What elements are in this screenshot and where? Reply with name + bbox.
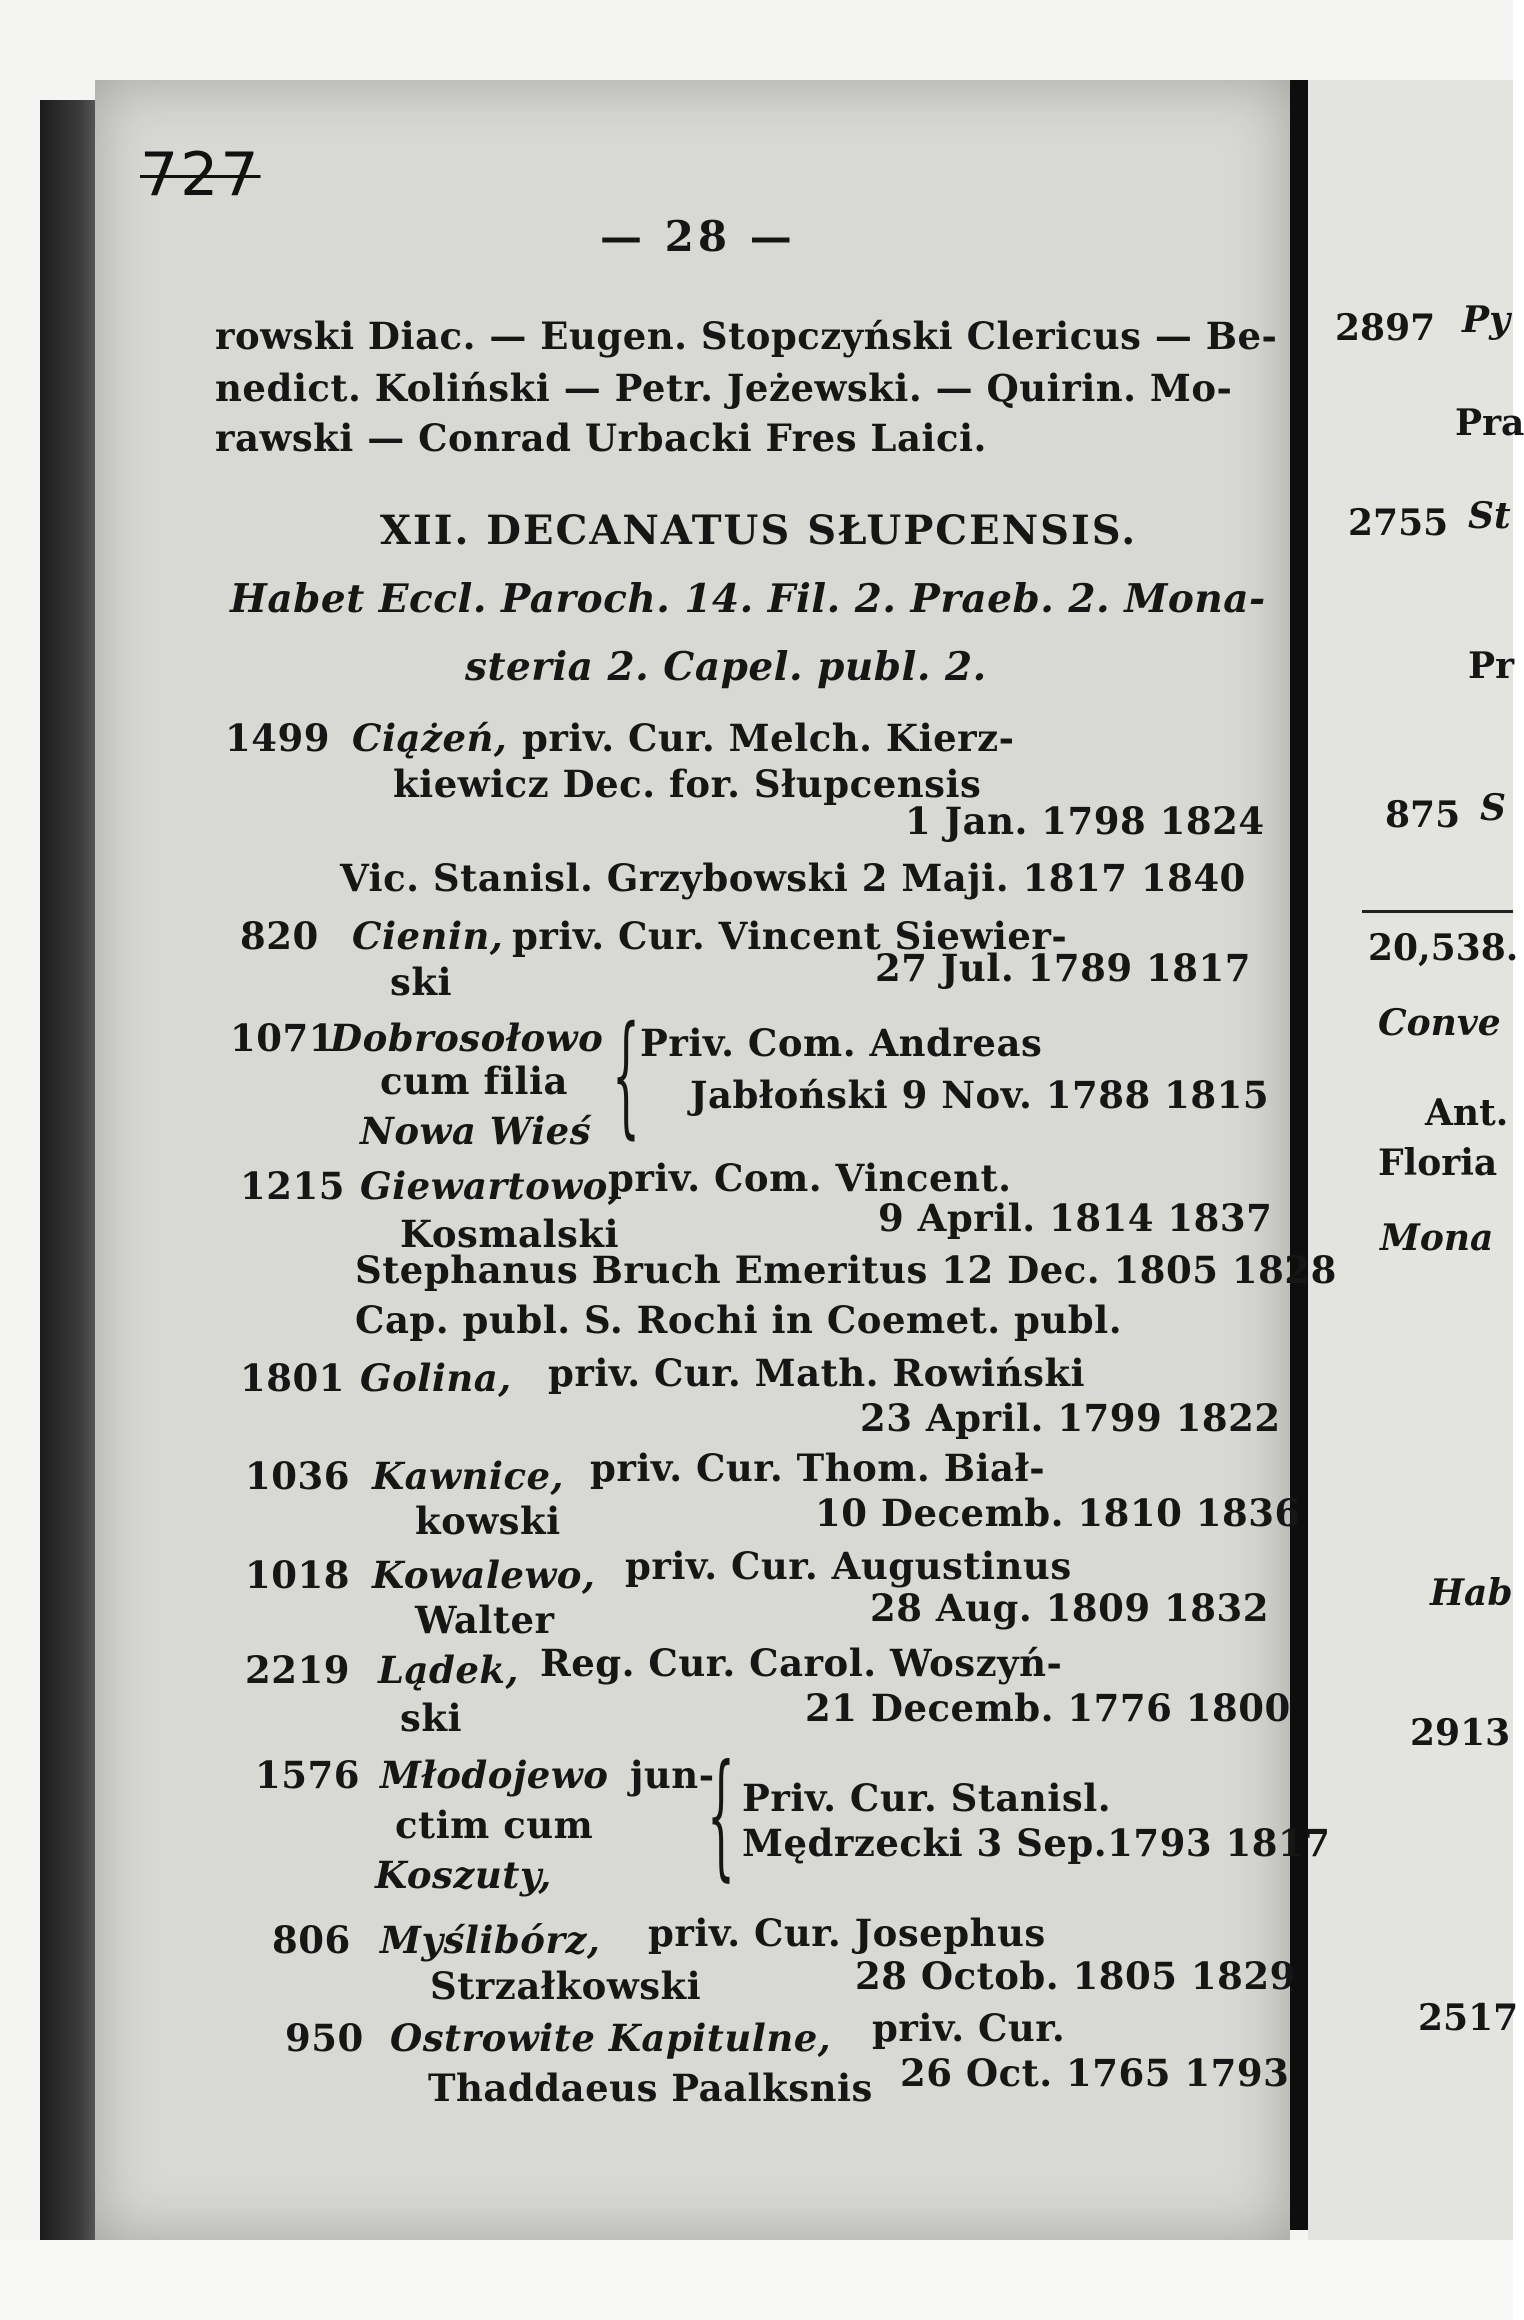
entry-place: Dobrosołowo (330, 1016, 604, 1060)
brace: { (612, 1000, 640, 1153)
entry-number: 1576 (255, 1753, 360, 1797)
entry-number: 820 (240, 914, 319, 958)
entry-text: ski (400, 1696, 463, 1740)
right-fragment: Pr (1468, 645, 1515, 687)
entry-text: priv. Cur. Josephus (648, 1911, 1046, 1955)
entry-dates: 28 Octob. 1805 1829 (855, 1954, 1296, 1998)
right-fragment: S (1480, 787, 1506, 829)
right-fragment: 2897 (1335, 307, 1436, 349)
brace: { (707, 1737, 735, 1896)
right-fragment: Ant. (1425, 1092, 1509, 1134)
entry-place: Nowa Wieś (360, 1109, 592, 1153)
intro-line-2: nedict. Koliński — Petr. Jeżewski. — Quirin. Mo- (215, 366, 1233, 410)
entry-text: Stephanus Bruch Emeritus 12 Dec. 1805 1828 (355, 1248, 1337, 1292)
entry-place: Koszuty, (375, 1853, 552, 1897)
entry-place: Giewartowo, (360, 1164, 622, 1208)
page-gutter (1290, 80, 1308, 2230)
entry-number: 806 (272, 1918, 351, 1962)
entry-text: Priv. Cur. Stanisl. (742, 1776, 1112, 1820)
entry-text: Priv. Com. Andreas (640, 1021, 1043, 1065)
right-fragment: Py (1462, 299, 1510, 341)
entry-dates: 28 Aug. 1809 1832 (870, 1586, 1269, 1630)
right-fragment: 875 (1385, 794, 1461, 836)
entry-place: Ostrowite Kapitulne, (390, 2016, 832, 2060)
entry-text: Strzałkowski (430, 1964, 702, 2008)
entry-dates: 26 Oct. 1765 1793 (900, 2051, 1290, 2095)
entry-dates: 21 Decemb. 1776 1800 (805, 1686, 1291, 1730)
entry-text: kowski (415, 1499, 561, 1543)
right-fragment: 20,538. (1368, 927, 1519, 969)
page-number: — 28 — (600, 212, 796, 261)
entry-dates: Mędrzecki 3 Sep.1793 1817 (742, 1821, 1331, 1865)
entry-text: Walter (415, 1598, 555, 1642)
right-fragment: 2755 (1348, 502, 1449, 544)
entry-text: Thaddaeus Paalksnis (428, 2066, 873, 2110)
section-title: XII. DECANATUS SŁUPCENSIS. (380, 507, 1138, 554)
entry-place: Lądek, (378, 1648, 519, 1692)
handwritten-number: 727 (140, 140, 261, 210)
entry-text: kiewicz Dec. for. Słupcensis (393, 762, 982, 806)
entry-text: Reg. Cur. Carol. Woszyń- (540, 1641, 1063, 1685)
entry-text: Kosmalski (400, 1212, 620, 1256)
entry-place: Kowalewo, (372, 1553, 596, 1597)
scan-margin (0, 2240, 1513, 2320)
entry-number: 950 (285, 2016, 364, 2060)
entry-dates: 10 Decemb. 1810 1836 (815, 1491, 1301, 1535)
right-fragment: Conve (1378, 1002, 1501, 1044)
entry-number: 1801 (240, 1356, 345, 1400)
entry-text: priv. Cur. (872, 2006, 1066, 2050)
right-fragment: St (1468, 495, 1511, 537)
right-fragment: Hab (1430, 1572, 1513, 1614)
entry-number: 1071 (230, 1016, 335, 1060)
entry-dates: 23 April. 1799 1822 (860, 1396, 1281, 1440)
entry-place: Młodojewo (380, 1753, 609, 1797)
intro-line-3: rawski — Conrad Urbacki Fres Laici. (215, 416, 987, 460)
entry-place: Cienin, (352, 914, 504, 958)
entry-text: Vic. Stanisl. Grzybowski 2 Maji. 1817 1840 (340, 856, 1246, 900)
right-page-rule (1362, 910, 1513, 913)
intro-line-1: rowski Diac. — Eugen. Stopczyński Clericus — Be- (215, 314, 1278, 358)
entry-text: Cap. publ. S. Rochi in Coemet. publ. (355, 1298, 1123, 1342)
entry-place: Kawnice, (372, 1454, 564, 1498)
entry-text: ctim cum (395, 1803, 594, 1847)
entry-place: Ciążeń, (352, 716, 508, 760)
entry-place: Golina, (360, 1356, 512, 1400)
right-fragment: Mona (1380, 1217, 1494, 1259)
entry-place: Myślibórz, (380, 1918, 601, 1962)
entry-text: priv. Com. Vincent. (608, 1156, 1012, 1200)
right-fragment: Floria (1378, 1142, 1498, 1184)
entry-number: 1036 (245, 1454, 350, 1498)
right-fragment: 2517 (1418, 1997, 1519, 2039)
entry-number: 1018 (245, 1553, 350, 1597)
entry-number: 2219 (245, 1648, 350, 1692)
right-fragment: 2913 (1410, 1712, 1511, 1754)
entry-number: 1215 (240, 1164, 345, 1208)
entry-text: priv. Cur. Vincent Siewier- (512, 914, 1068, 958)
entry-dates: 1 Jan. 1798 1824 (905, 799, 1265, 843)
entry-text: priv. Cur. Math. Rowiński (548, 1351, 1086, 1395)
entry-dates: 27 Jul. 1789 1817 (875, 946, 1251, 990)
entry-dates: Jabłoński 9 Nov. 1788 1815 (690, 1073, 1270, 1117)
right-fragment: Pra (1455, 402, 1524, 444)
entry-dates: 9 April. 1814 1837 (878, 1196, 1273, 1240)
habet-line-1: Habet Eccl. Paroch. 14. Fil. 2. Praeb. 2. Mona- (230, 576, 1266, 622)
entry-text: cum filia (380, 1059, 569, 1103)
entry-number: 1499 (225, 716, 330, 760)
entry-text: jun- (630, 1753, 715, 1797)
habet-line-2: steria 2. Capel. publ. 2. (465, 644, 987, 690)
entry-text: priv. Cur. Melch. Kierz- (522, 716, 1015, 760)
entry-text: ski (390, 960, 453, 1004)
entry-text: priv. Cur. Augustinus (625, 1544, 1072, 1588)
entry-text: priv. Cur. Thom. Biał- (590, 1446, 1046, 1490)
